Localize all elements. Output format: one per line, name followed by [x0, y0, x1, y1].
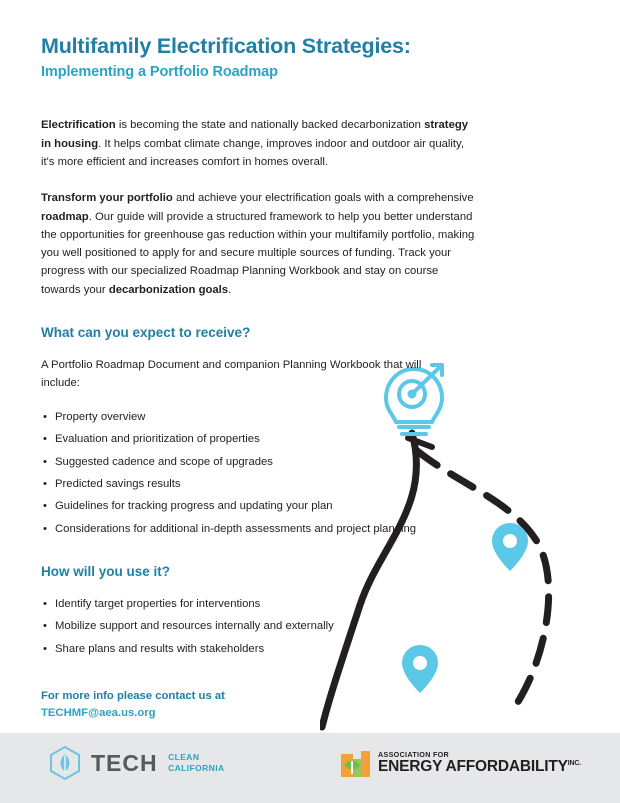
tech-logo-sub	[168, 752, 224, 773]
intro-paragraph-2	[41, 189, 476, 299]
page-title: Multifamily Electrification Strategies:	[41, 34, 411, 58]
list-item: • Mobilize support and resources internally and externally	[41, 617, 435, 635]
aea-logo-top-line: ASSOCIATION FOR	[378, 749, 450, 759]
use-bullet-list	[41, 595, 521, 658]
list-item: • Share plans and results with stakeholders	[41, 640, 435, 658]
list-item: • Property overview	[41, 408, 435, 426]
para1-bold-2: strategy in housing	[41, 119, 469, 150]
contact-email-link[interactable]: TECHMF@aea.us.org	[41, 707, 156, 720]
page-subtitle: Implementing a Portfolio Roadmap	[41, 64, 278, 81]
tech-logo-sub-line2: CALIFORNIA	[168, 763, 225, 773]
tech-logo-word: TECH	[91, 749, 158, 776]
aea-logo-text	[378, 750, 581, 775]
tech-logo-text	[91, 749, 225, 776]
intro-paragraph-1	[41, 116, 476, 171]
para2-text-3: .	[228, 283, 232, 296]
contact-label: For more info please contact us at	[41, 689, 225, 702]
tech-clean-california-logo	[48, 746, 225, 780]
para1-text-1: is becoming the state and nationally backed decarbonization	[115, 119, 425, 132]
list-item: • Guidelines for tracking progress and updating your plan	[41, 497, 435, 515]
aea-logo	[340, 747, 581, 778]
aea-logo-main-line	[378, 759, 581, 775]
list-item: • Evaluation and prioritization of properties	[41, 430, 435, 448]
section-heading-expect: What can you expect to receive?	[41, 325, 251, 341]
footer-bar	[0, 733, 620, 803]
para1-bold-lead: Electrification	[41, 119, 116, 132]
list-item: • Identify target properties for interventions	[41, 595, 435, 613]
tech-logo-sub-line1: CLEAN	[168, 752, 200, 763]
list-item: • Considerations for additional in-depth assessments and project planning	[41, 520, 435, 538]
aea-building-icon	[340, 747, 371, 778]
section-heading-use: How will you use it?	[41, 563, 171, 579]
para2-bold-2: roadmap	[41, 210, 89, 223]
list-item: • Predicted savings results	[41, 475, 435, 493]
para2-bold-3: decarbonization goals	[108, 283, 229, 296]
para2-text-1: and achieve your electrification goals with a comprehensive	[172, 192, 474, 205]
list-item: • Suggested cadence and scope of upgrades	[41, 453, 435, 471]
para2-text-2: . Our guide will provide a structured framework to help you better understand the opportunities for greenhouse gas reduction within your multifamily portfolio, making you well positioned to apply for and secure multiple sources of funding. Track your progress with our specialized Roadmap Planning Workbook and stay on course towards your	[41, 210, 475, 296]
para1-text-2: . It helps combat climate change, improves indoor and outdoor air quality, it's more efficient and increases comfort in homes overall.	[41, 137, 464, 168]
aea-logo-suffix: INC.	[567, 759, 581, 767]
contact-block	[41, 688, 521, 723]
aea-main-text: ENERGY AFFORDABILITY	[378, 757, 568, 775]
section-intro-expect: A Portfolio Roadmap Document and companion Planning Workbook that will include:	[41, 359, 422, 390]
expect-bullet-list	[41, 408, 521, 538]
para2-bold-1: Transform your portfolio	[41, 192, 173, 205]
leaf-hex-icon	[48, 746, 82, 780]
document-content	[41, 34, 521, 723]
